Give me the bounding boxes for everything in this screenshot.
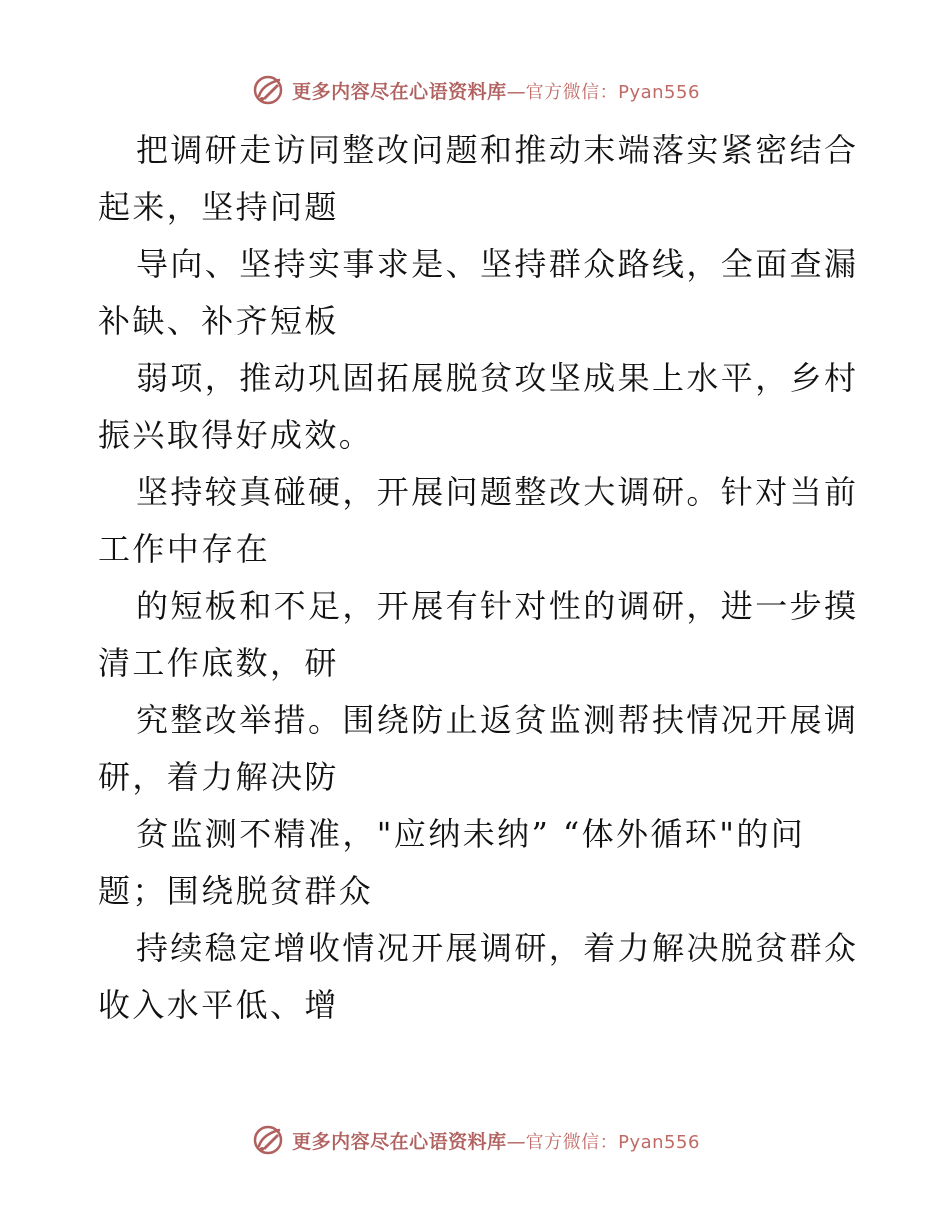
banner-contact: 官方微信：Pyan556 [525,1131,700,1153]
text-line: 导向、坚持实事求是、坚持群众路线，全面查漏 [136,245,859,283]
text-line: 补缺、补齐短板 [98,302,339,340]
banner-contact: 官方微信：Pyan556 [525,81,700,103]
text-line: 的短板和不足，开展有针对性的调研，进一步摸 [136,587,859,625]
header-banner [0,70,950,110]
text-line: 清工作底数，研 [98,644,339,682]
banner-separator: — [506,80,526,103]
text-line: 究整改举措。围绕防止返贫监测帮扶情况开展调 [136,701,859,739]
text-line: 起来，坚持问题 [98,188,339,226]
pen-swirl-logo-icon [250,1122,286,1158]
text-line: 坚持较真碰硬，开展问题整改大调研。针对当前 [136,473,859,511]
text-line: 收入水平低、增 [98,986,339,1024]
banner-title: 更多内容尽在心语资料库 [292,80,507,103]
text-line: 贫监测不精准，"应纳未纳” “体外循环"的问 [136,815,806,853]
text-line: 研，着力解决防 [98,758,339,796]
banner-title: 更多内容尽在心语资料库 [292,1130,507,1153]
text-line: 弱项，推动巩固拓展脱贫攻坚成果上水平，乡村 [136,359,859,397]
text-line: 工作中存在 [98,530,271,568]
banner-separator: — [506,1130,526,1153]
text-line: 持续稳定增收情况开展调研，着力解决脱贫群众 [136,929,859,967]
text-line: 振兴取得好成效。 [98,416,374,454]
document-body [98,122,858,1034]
footer-banner [0,1120,950,1160]
text-line: 把调研走访同整改问题和推动末端落实紧密结合 [136,131,859,169]
text-line: 题；围绕脱贫群众 [98,872,374,910]
pen-swirl-logo-icon [250,72,286,108]
